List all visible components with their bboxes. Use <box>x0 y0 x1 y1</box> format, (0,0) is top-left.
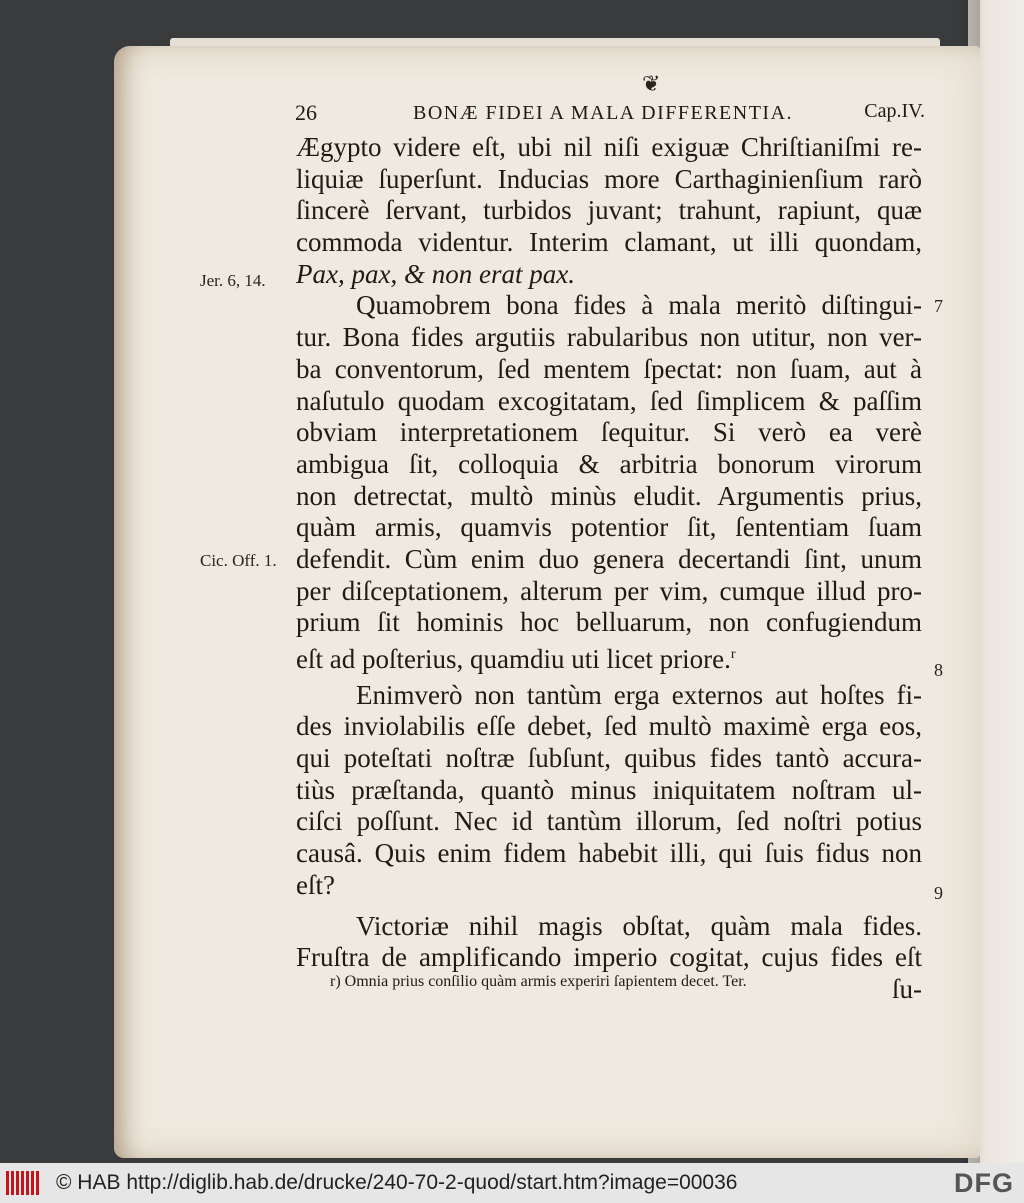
text-line: causâ. Quis enim fidem habebit illi, qui ſuis fidus non <box>296 838 922 869</box>
paragraph-number-7: 7 <box>934 296 943 316</box>
text-line: Ægypto videre eſt, ubi nil niſi exiguæ Chriſtianiſmi re- <box>296 132 922 162</box>
chapter-label: Cap.IV. <box>864 100 925 122</box>
text-line <box>296 639 922 674</box>
paragraph-number-9: 9 <box>934 883 943 903</box>
margin-reference-jeremiah: Jer. 6, 14. <box>200 271 266 290</box>
text-line: ambigua ſit, colloquia & arbitria bonorum virorum <box>296 448 922 479</box>
page-number: 26 <box>295 100 317 125</box>
text-line: eſt? <box>296 869 335 900</box>
text-line: Fruſtra de amplificando imperio cogitat, cujus fides eſt <box>296 942 922 973</box>
copyright-link[interactable]: © HAB http://diglib.hab.de/drucke/240-70-2-quod/start.htm?image=00036 <box>56 1171 738 1194</box>
text-line: Pax, pax, & non erat pax. <box>296 258 575 289</box>
footnote-marker: r <box>730 647 736 662</box>
text-line: obviam interpretationem ſequitur. Si verò ea verè <box>296 417 922 448</box>
running-header <box>295 100 925 130</box>
hab-logo-icon <box>6 1169 44 1197</box>
margin-reference-cicero: Cic. Off. 1. <box>200 551 277 570</box>
text-line: naſutulo quodam excogitatam, ſed ſimplicem & paſſim <box>296 385 922 416</box>
text-line: Enimverò non tantùm erga externos aut hoſtes fi- <box>356 679 922 710</box>
paragraph-number-8: 8 <box>934 660 943 680</box>
text-line-content: eſt ad poſterius, quamdiu uti licet priore. <box>296 644 731 674</box>
text-line: tiùs præſtanda, quantò minus iniquitatem noſtram ul- <box>296 774 922 805</box>
text-line: des inviolabilis eſſe debet, ſed multò maximè erga eos, <box>296 711 922 742</box>
text-line: qui poteſtati noſtræ ſubſunt, quibus fides tantò accura- <box>296 743 922 774</box>
text-line: Victoriæ nihil magis obſtat, quàm mala fides. <box>356 910 922 941</box>
printer-ornament: ❦ <box>642 72 661 97</box>
catchword: ſu- <box>892 973 922 1004</box>
text-line: ba conventorum, ſed mentem ſpectat: non ſuam, aut à <box>296 353 922 384</box>
body-text <box>296 132 922 1006</box>
text-line: ſincerè ſervant, turbidos juvant; trahunt, rapiunt, quæ <box>296 195 922 226</box>
text-line: defendit. Cùm enim duo genera decertandi ſint, unum <box>296 543 922 574</box>
footnote: r) Omnia prius conſilio quàm armis experiri ſapientem decet. Ter. <box>330 973 747 990</box>
text-line: commoda videntur. Interim clamant, ut illi quondam, <box>296 227 922 258</box>
text-line: prium ſit hominis hoc belluarum, non confugiendum <box>296 607 922 638</box>
text-line: per diſceptationem, alterum per vim, cumque illud pro- <box>296 575 922 606</box>
text-line: liquiæ ſuperſunt. Inducias more Carthaginienſium rarò <box>296 163 922 194</box>
text-line: tur. Bona fides argutiis rabularibus non utitur, non ver- <box>296 322 922 353</box>
running-title: BONÆ FIDEI A MALA DIFFERENTIA. <box>413 102 794 124</box>
footer-bar <box>0 1163 1024 1203</box>
text-line: quàm armis, quamvis potentior ſit, ſententiam ſuam <box>296 512 922 543</box>
text-line: non detrectat, multò minùs eludit. Argumentis prius, <box>296 480 922 511</box>
text-line: ciſci poſſunt. Nec id tantùm illorum, ſed noſtri potius <box>296 806 922 837</box>
text-line: Quamobrem bona fides à mala meritò diſtingui- <box>356 290 922 321</box>
dfg-logo: DFG <box>954 1168 1014 1198</box>
